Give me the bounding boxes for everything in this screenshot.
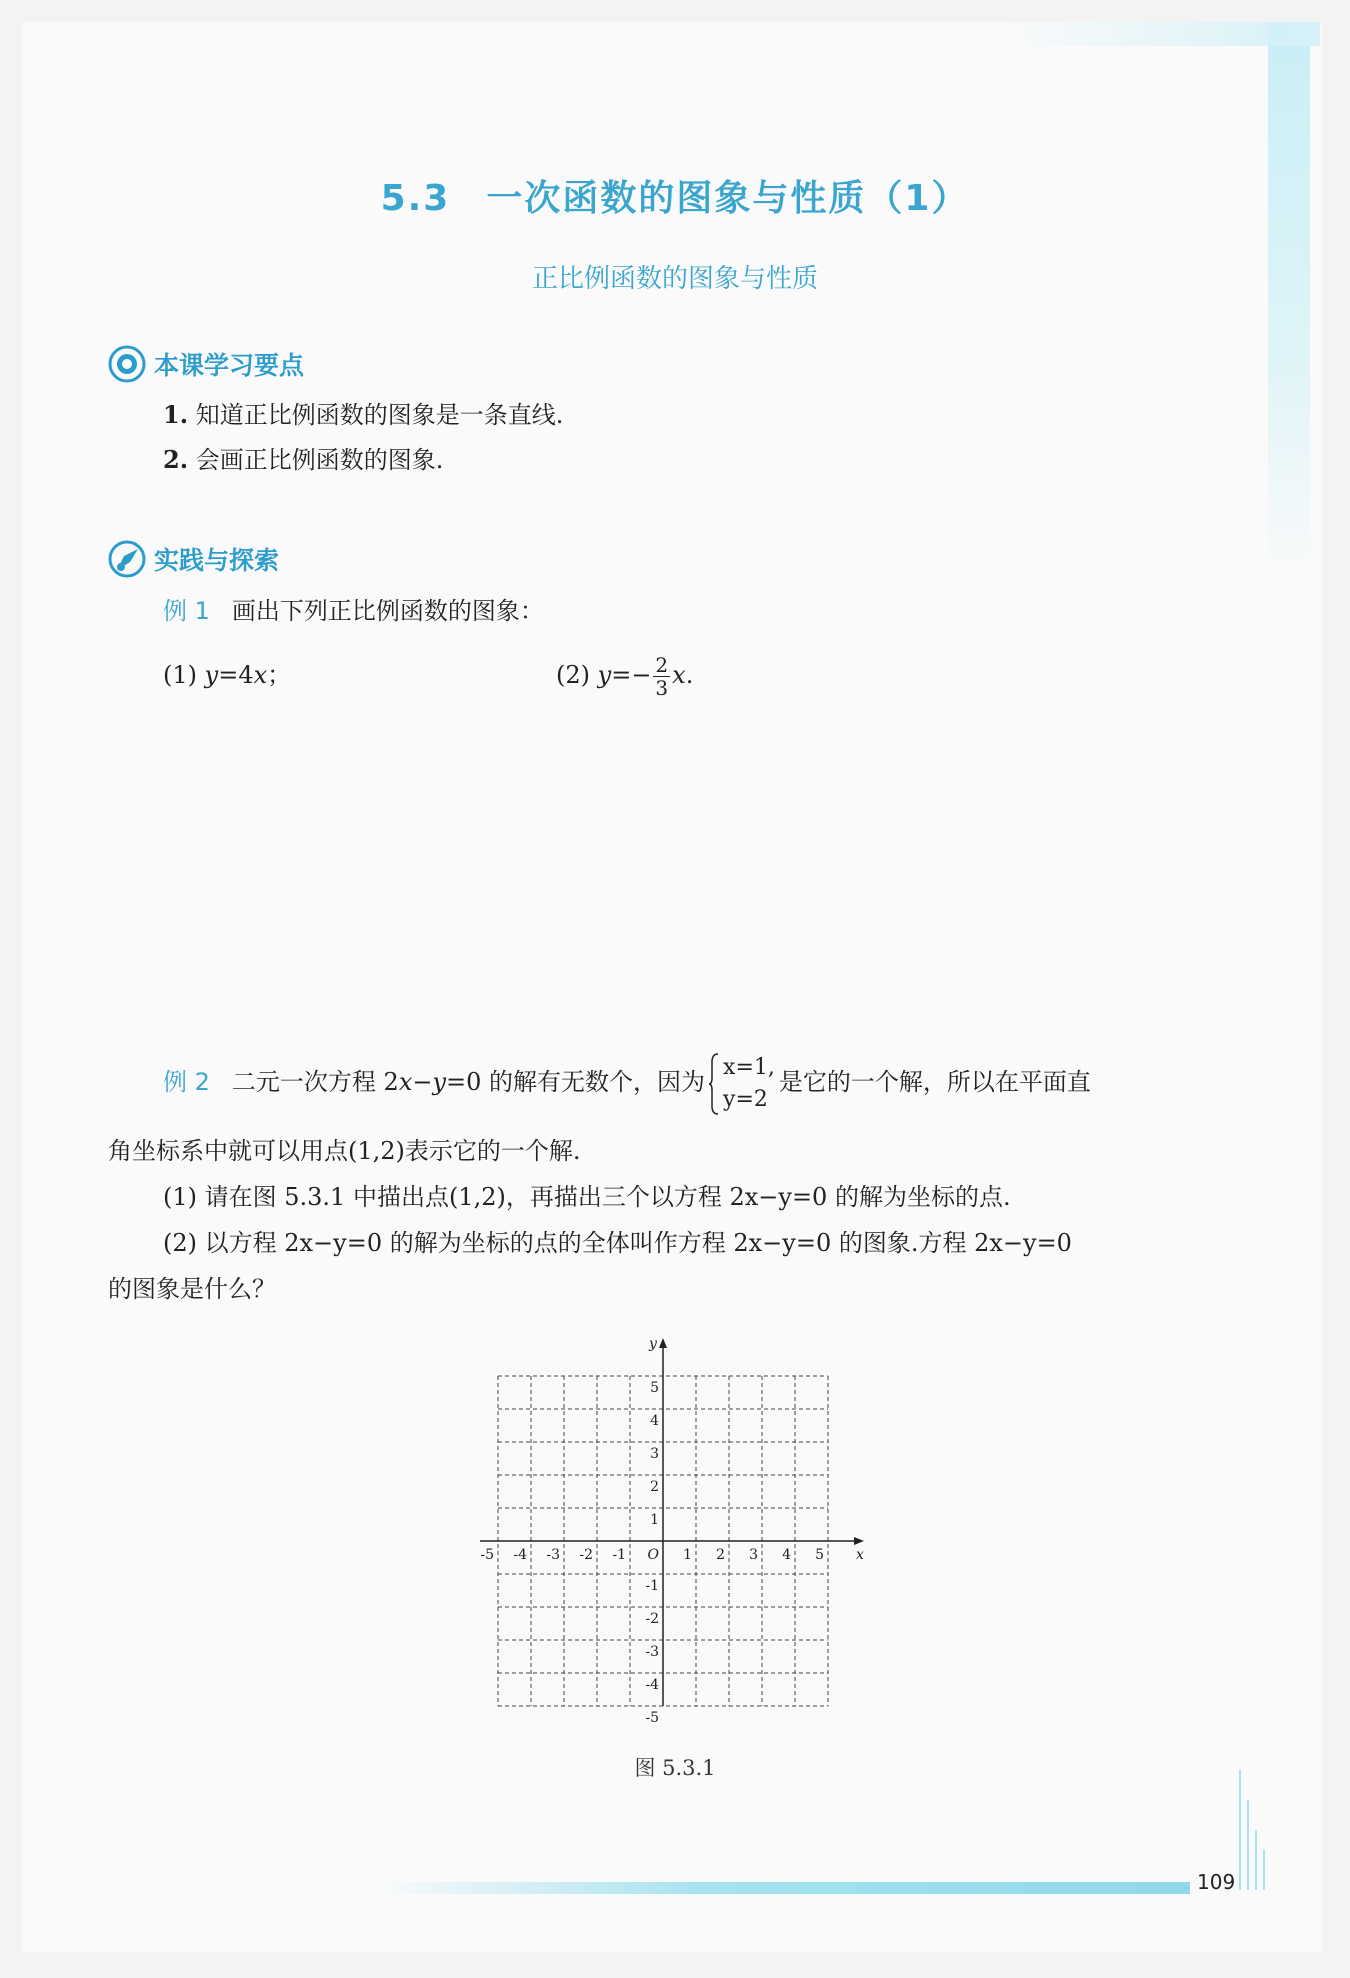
key-points-heading-text: 本课学习要点 (154, 351, 305, 380)
system-row-1: x=1, (723, 1054, 775, 1080)
section-title (0, 170, 1350, 221)
x-tick-label: 3 (749, 1547, 758, 1563)
system-row-2: y=2 (723, 1086, 768, 1112)
part1-var-y: y (204, 661, 219, 689)
y-tick-label: 5 (650, 1380, 659, 1396)
y-tick-label: 3 (650, 1446, 659, 1462)
origin-label: O (647, 1547, 659, 1563)
example2-question2-cont: 的图象是什么？ (108, 1275, 276, 1303)
coordinate-grid-figure (458, 1336, 878, 1736)
y-tick-label: 2 (650, 1479, 659, 1495)
x-tick-label: -1 (612, 1547, 626, 1563)
key-point-2 (163, 443, 443, 477)
x-tick-label: -2 (579, 1547, 593, 1563)
example2-line1: 例 2 二元一次方程 2x−y=0 的解有无数个，因为 x=1, y=2 是它的一个解，所以在平面直 (163, 1046, 1091, 1118)
y-tick-label: -4 (645, 1677, 659, 1693)
fraction-numerator: 2 (655, 653, 669, 677)
x-tick-label: 2 (716, 1547, 725, 1563)
key-point-1 (163, 398, 563, 432)
example1-part2 (556, 642, 693, 708)
fraction-denominator: 3 (655, 676, 669, 700)
part1-end: ； (267, 661, 292, 689)
practice-heading (108, 540, 279, 578)
y-tick-label: -2 (645, 1611, 659, 1627)
example2-line2: 角坐标系中就可以用点(1,2)表示它的一个解. (108, 1137, 581, 1165)
y-tick-label: -1 (645, 1578, 659, 1594)
example2-text-d: 是它的一个解，所以在平面直 (778, 1068, 1091, 1096)
target-icon (108, 345, 146, 383)
example1 (163, 594, 544, 628)
x-tick-label: -4 (513, 1547, 527, 1563)
fraction (653, 654, 670, 699)
x-tick-label: 1 (683, 1547, 692, 1563)
y-axis-label: y (649, 1336, 657, 1352)
key-points-heading (108, 345, 304, 383)
figure-caption: 图 5.3.1 (634, 1756, 716, 1780)
key-point-2-num: 2. (163, 445, 189, 474)
example2-text-a: 二元一次方程 2 (231, 1068, 399, 1096)
part2-var-y: y (597, 661, 612, 689)
example2-text-c: =0 的解有无数个，因为 (446, 1068, 706, 1096)
part2-end: . (685, 661, 694, 689)
y-tick-label: 1 (650, 1512, 659, 1528)
part1-var-x: x (253, 661, 268, 689)
key-point-2-text: 会画正比例函数的图象. (195, 446, 444, 474)
brace-icon (709, 1052, 719, 1116)
part2-eq: =− (611, 661, 652, 689)
part1-eq: =4 (218, 661, 254, 689)
x-tick-label: -3 (546, 1547, 560, 1563)
example2-text-b: − (412, 1068, 433, 1096)
decorative-bottom-band (380, 1882, 1190, 1894)
part2-var-x: x (672, 661, 686, 689)
example1-part1 (163, 658, 291, 692)
equation-system (709, 1052, 775, 1116)
key-point-1-text: 知道正比例函数的图象是一条直线. (195, 401, 564, 429)
example1-text: 画出下列正比例函数的图象： (231, 597, 544, 625)
x-axis-arrow (854, 1537, 864, 1545)
x-tick-label: 4 (782, 1547, 791, 1563)
decorative-top-band (1000, 22, 1320, 46)
y-tick-label: -5 (645, 1710, 659, 1726)
compass-icon (108, 540, 146, 578)
key-point-1-num: 1. (163, 400, 189, 429)
y-tick-label: -3 (645, 1644, 659, 1660)
y-axis-arrow (659, 1338, 667, 1348)
section-title-text: 一次函数的图象与性质（1） (486, 178, 970, 219)
decorative-ticks (1234, 1770, 1274, 1890)
section-subtitle: 正比例函数的图象与性质 (531, 264, 818, 294)
part1-prefix: (1) (163, 661, 197, 689)
example2-label: 例 2 (163, 1068, 210, 1096)
x-tick-label: -5 (480, 1547, 494, 1563)
part2-prefix: (2) (556, 661, 590, 689)
example1-label: 例 1 (163, 597, 210, 625)
practice-heading-text: 实践与探索 (154, 546, 280, 575)
x-axis-label: x (856, 1547, 864, 1563)
example2-question2: (2) 以方程 2x−y=0 的解为坐标的点的全体叫作方程 2x−y=0 的图象.方程 2x−y=0 (163, 1229, 1072, 1257)
decorative-side-band (1268, 22, 1310, 582)
x-tick-label: 5 (815, 1547, 824, 1563)
section-number: 5.3 (380, 178, 451, 219)
example2-question1: (1) 请在图 5.3.1 中描出点(1,2)，再描出三个以方程 2x−y=0 的解为坐标的点. (163, 1183, 1011, 1211)
page-number: 109 (1197, 1870, 1236, 1894)
y-tick-label: 4 (650, 1413, 659, 1429)
